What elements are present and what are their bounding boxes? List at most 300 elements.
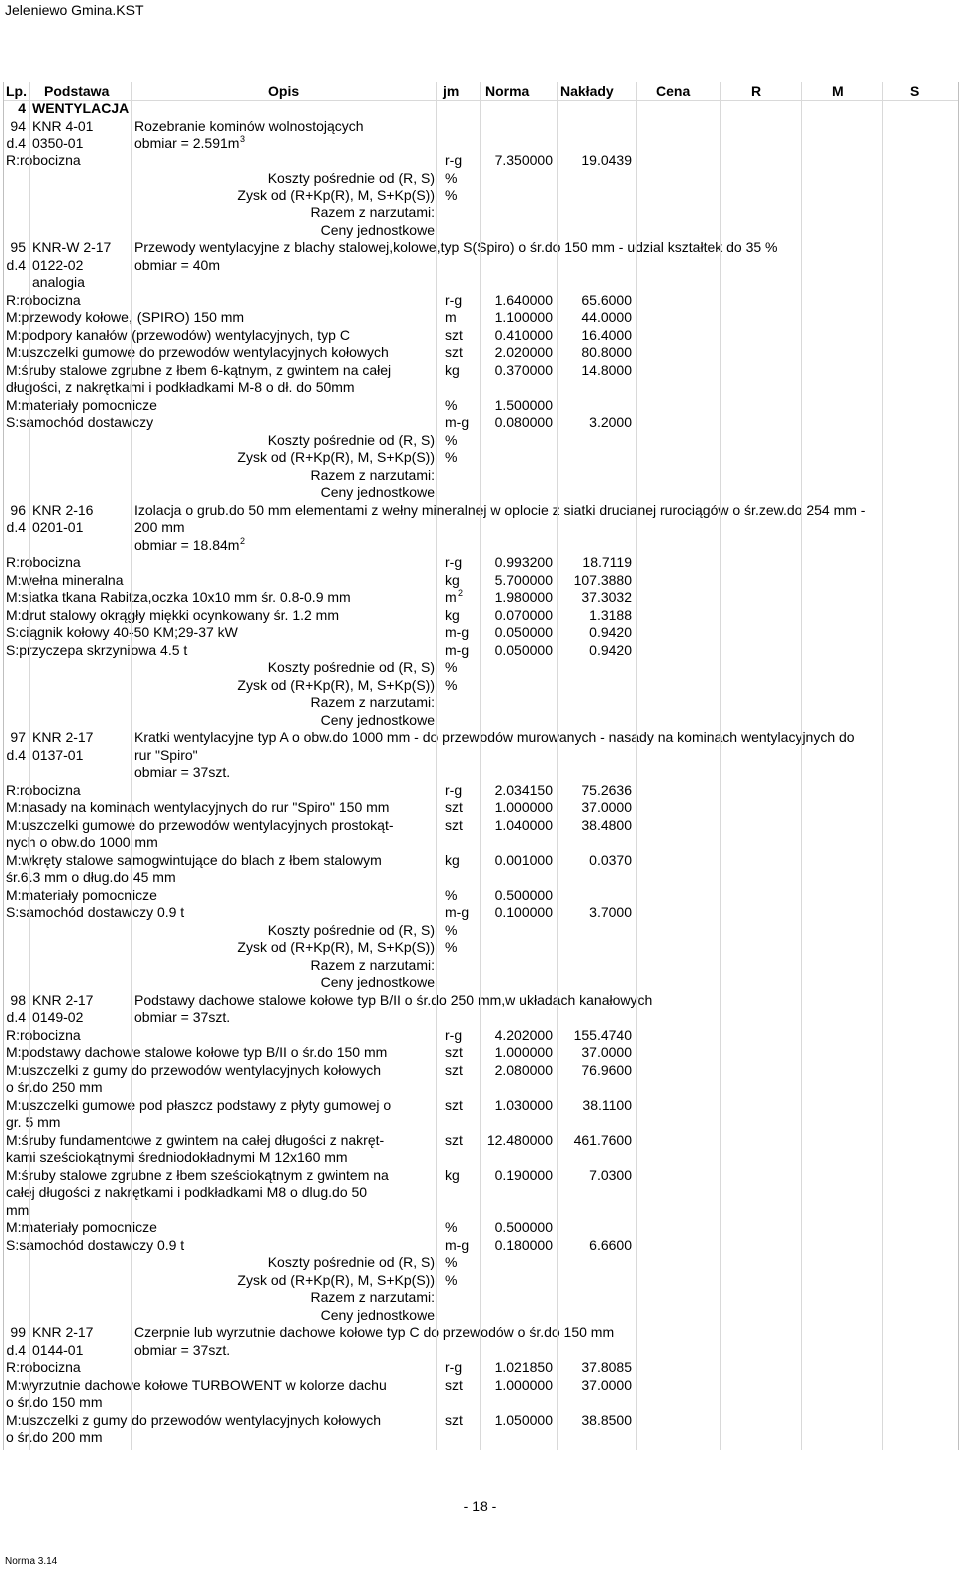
norm-value: 0.993200 [494, 554, 553, 570]
item-description: obmiar = 40m [134, 257, 220, 273]
norm-value: 5.700000 [494, 572, 553, 588]
header-lp: Lp. [6, 83, 27, 99]
overhead-label: Razem z narzutami: [310, 957, 435, 973]
table-row [4, 1044, 958, 1061]
unit-superscript: 2 [458, 588, 464, 598]
table-row [4, 1254, 958, 1271]
table-row [4, 659, 958, 676]
table-row [4, 957, 958, 974]
overhead-label: Koszty pośrednie od (R, S) [267, 1254, 435, 1270]
unit-price: 44.0000 [581, 309, 632, 325]
unit: % [445, 170, 458, 186]
unit: % [445, 887, 458, 903]
resource-name: całej długości z nakrętkami i podkładkami M8 o dlug.do 50 [6, 1184, 368, 1200]
table-row [4, 817, 958, 834]
unit-price: 65.6000 [581, 292, 632, 308]
table-row [4, 1132, 958, 1149]
column-divider [636, 82, 637, 1450]
table-row [4, 1167, 958, 1184]
unit: m-g [445, 624, 470, 640]
resource-name: R:robocizna [6, 782, 81, 798]
resource-name: R:robocizna [6, 292, 81, 308]
norm-value: 0.500000 [494, 1219, 553, 1235]
table-row [4, 1202, 958, 1219]
unit-price: 37.3032 [581, 589, 632, 605]
table-row [4, 1097, 958, 1114]
table-row [4, 362, 958, 379]
column-divider [436, 82, 437, 1450]
item-description: Kratki wentylacyjne typ A o obw.do 1000 mm - do przewodów murowanych - nasady na kominach wentylacyjnych do [134, 729, 855, 745]
resource-name: S:samochód dostawczy 0.9 t [6, 904, 185, 920]
item-number: 95 [10, 239, 26, 255]
table-row [4, 834, 958, 851]
resource-name: R:robocizna [6, 152, 81, 168]
overhead-label: Zysk od (R+Kp(R), M, S+Kp(S)) [237, 449, 435, 465]
unit: r-g [445, 554, 463, 570]
norm-value: 0.370000 [494, 362, 553, 378]
item-description: Rozebranie kominów wolnostojących [134, 118, 364, 134]
table-row [4, 187, 958, 204]
header-opis: Opis [268, 83, 300, 99]
column-divider [557, 82, 558, 1450]
norm-value: 0.080000 [494, 414, 553, 430]
table-row [4, 309, 958, 326]
resource-name: M:podstawy dachowe stalowe kołowe typ B/II o śr.do 150 mm [6, 1044, 388, 1060]
norm-value: 7.350000 [494, 152, 553, 168]
unit: szt [445, 1377, 463, 1393]
resource-name: o śr.do 250 mm [6, 1079, 103, 1095]
item-basis: KNR 2-17 [32, 729, 94, 745]
item-description: Przewody wentylacyjne z blachy stalowej,kolowe,typ S(Spiro) o śr.do 150 mm - udzial kształtek do 35 % [134, 239, 778, 255]
resource-name: M:drut stalowy okrągły miękki ocynkowany śr. 1.2 mm [6, 607, 339, 623]
resource-name: M:śruby stalowe zgrubne z łbem 6-kątnym, z gwintem na całej [6, 362, 392, 378]
overhead-label: Ceny jednostkowe [320, 484, 435, 500]
table-row [4, 992, 958, 1009]
item-basis: KNR 2-17 [32, 1324, 94, 1340]
unit-price: 37.0000 [581, 1377, 632, 1393]
unit-price: 38.4800 [581, 817, 632, 833]
unit-price: 107.3880 [573, 572, 632, 588]
unit: r-g [445, 1359, 463, 1375]
item-number: 97 [10, 729, 26, 745]
table-row [4, 712, 958, 729]
item-basis: 0149-02 [32, 1009, 84, 1025]
table-row [4, 922, 958, 939]
unit-price: 1.3188 [589, 607, 632, 623]
table-row [4, 1027, 958, 1044]
item-number: 96 [10, 502, 26, 518]
table-row [4, 1307, 958, 1324]
item-number: d.4 [6, 1342, 26, 1358]
unit-price: 19.0439 [581, 152, 632, 168]
item-basis: 0122-02 [32, 257, 84, 273]
norm-value: 2.034150 [494, 782, 553, 798]
table-row [4, 624, 958, 641]
item-basis: KNR-W 2-17 [32, 239, 112, 255]
item-basis: 0201-01 [32, 519, 84, 535]
table-row [4, 1062, 958, 1079]
unit: szt [445, 1062, 463, 1078]
table-row [4, 204, 958, 221]
table-row [4, 1377, 958, 1394]
resource-name: M:uszczelki gumowe pod płaszcz podstawy z płyty gumowej o [6, 1097, 392, 1113]
resource-name: M:wkręty stalowe samogwintujące do blach z łbem stalowym [6, 852, 382, 868]
header-jm: jm [443, 83, 460, 99]
unit: r-g [445, 782, 463, 798]
table-row [4, 1149, 958, 1166]
table-row [4, 607, 958, 624]
resource-name: M:podpory kanałów (przewodów) wentylacyjnych, typ C [6, 327, 350, 343]
table-row [4, 589, 958, 606]
item-number: 4 [18, 100, 26, 116]
unit: szt [445, 344, 463, 360]
norm-value: 0.180000 [494, 1237, 553, 1253]
unit: % [445, 677, 458, 693]
row-divider [4, 100, 958, 101]
unit: % [445, 187, 458, 203]
unit: r-g [445, 292, 463, 308]
table-row [4, 1324, 958, 1341]
item-number: d.4 [6, 519, 26, 535]
table-row [4, 222, 958, 239]
unit-price: 76.9600 [581, 1062, 632, 1078]
table-row [4, 869, 958, 886]
resource-name: M:materiały pomocnicze [6, 1219, 157, 1235]
table-row [4, 537, 958, 554]
unit-price: 3.7000 [589, 904, 632, 920]
overhead-label: Koszty pośrednie od (R, S) [267, 659, 435, 675]
norm-value: 2.080000 [494, 1062, 553, 1078]
overhead-label: Koszty pośrednie od (R, S) [267, 922, 435, 938]
resource-name: R:robocizna [6, 554, 81, 570]
unit-price: 0.9420 [589, 642, 632, 658]
table-row [4, 135, 958, 152]
table-row [4, 904, 958, 921]
overhead-label: Razem z narzutami: [310, 694, 435, 710]
item-basis: KNR 2-17 [32, 992, 94, 1008]
table-row [4, 170, 958, 187]
resource-name: o śr.do 200 mm [6, 1429, 103, 1445]
item-description-superscript: 3 [240, 134, 246, 144]
unit: m-g [445, 414, 470, 430]
table-row [4, 747, 958, 764]
table-row [4, 694, 958, 711]
table-row [4, 239, 958, 256]
item-number: d.4 [6, 1009, 26, 1025]
table-row [4, 118, 958, 135]
table-row [4, 1289, 958, 1306]
unit-price: 38.8500 [581, 1412, 632, 1428]
unit: % [445, 939, 458, 955]
table-row [4, 414, 958, 431]
unit: kg [445, 852, 460, 868]
resource-name: gr. 5 mm [6, 1114, 61, 1130]
overhead-label: Ceny jednostkowe [320, 1307, 435, 1323]
overhead-label: Zysk od (R+Kp(R), M, S+Kp(S)) [237, 677, 435, 693]
unit-price: 75.2636 [581, 782, 632, 798]
norm-value: 1.000000 [494, 799, 553, 815]
item-description: obmiar = 37szt. [134, 764, 231, 780]
table-row [4, 274, 958, 291]
overhead-label: Ceny jednostkowe [320, 712, 435, 728]
item-description: obmiar = 37szt. [134, 1009, 231, 1025]
table-row [4, 152, 958, 169]
unit-price: 461.7600 [573, 1132, 632, 1148]
table-header [4, 82, 958, 100]
table-row [4, 100, 958, 117]
item-basis: 0137-01 [32, 747, 84, 763]
table-row [4, 1429, 958, 1446]
unit: % [445, 659, 458, 675]
norm-value: 1.100000 [494, 309, 553, 325]
norm-value: 0.100000 [494, 904, 553, 920]
norm-value: 1.050000 [494, 1412, 553, 1428]
item-basis: WENTYLACJA [32, 100, 130, 116]
item-number: 98 [10, 992, 26, 1008]
table-row [4, 1342, 958, 1359]
table-row [4, 572, 958, 589]
resource-name: nych o obw.do 1000 mm [6, 834, 158, 850]
norm-value: 2.020000 [494, 344, 553, 360]
item-basis: KNR 4-01 [32, 118, 94, 134]
table-row [4, 344, 958, 361]
unit: % [445, 449, 458, 465]
table-row [4, 1079, 958, 1096]
unit-price: 14.8000 [581, 362, 632, 378]
item-basis: analogia [32, 274, 85, 290]
norm-value: 0.190000 [494, 1167, 553, 1183]
unit: szt [445, 327, 463, 343]
overhead-label: Razem z narzutami: [310, 467, 435, 483]
item-description: 200 mm [134, 519, 185, 535]
resource-name: M:nasady na kominach wentylacyjnych do rur "Spiro" 150 mm [6, 799, 390, 815]
table-row [4, 1412, 958, 1429]
norm-value: 0.001000 [494, 852, 553, 868]
unit-price: 155.4740 [573, 1027, 632, 1043]
item-number: d.4 [6, 135, 26, 151]
resource-name: M:uszczelki z gumy do przewodów wentylacyjnych kołowych [6, 1062, 382, 1078]
item-description: rur "Spiro" [134, 747, 198, 763]
overhead-label: Ceny jednostkowe [320, 222, 435, 238]
unit: r-g [445, 152, 463, 168]
item-basis: 0144-01 [32, 1342, 84, 1358]
resource-name: M:przewody kołowe, (SPIRO) 150 mm [6, 309, 245, 325]
resource-name: kami sześciokątnymi średniodokładnymi M 12x160 mm [6, 1149, 348, 1165]
unit: % [445, 397, 458, 413]
table-row [4, 397, 958, 414]
norm-value: 1.000000 [494, 1377, 553, 1393]
unit: szt [445, 1097, 463, 1113]
resource-name: M:uszczelki gumowe do przewodów wentylacyjnych prostokąt- [6, 817, 394, 833]
header-m: M [832, 83, 844, 99]
header-podstawa: Podstawa [44, 83, 110, 99]
resource-name: S:ciągnik kołowy 40-50 KM;29-37 kW [6, 624, 238, 640]
table-row [4, 799, 958, 816]
header-s: S [910, 83, 920, 99]
norm-value: 1.040000 [494, 817, 553, 833]
resource-name: M:wełna mineralna [6, 572, 124, 588]
item-description: Podstawy dachowe stalowe kołowe typ B/II o śr.do 250 mm,w układach kanałowych [134, 992, 653, 1008]
item-description-superscript: 2 [240, 536, 246, 546]
table-row [4, 974, 958, 991]
footer-norma-version: Norma 3.14 [5, 1556, 58, 1567]
overhead-label: Ceny jednostkowe [320, 974, 435, 990]
unit-price: 18.7119 [582, 554, 632, 570]
header-r: R [751, 83, 762, 99]
unit-price: 37.8085 [581, 1359, 632, 1375]
unit-price: 0.9420 [589, 624, 632, 640]
table-row [4, 729, 958, 746]
unit: % [445, 1272, 458, 1288]
table-row [4, 782, 958, 799]
table-row [4, 852, 958, 869]
unit: m-g [445, 1237, 470, 1253]
page-number: - 18 - [463, 1498, 497, 1514]
table-row [4, 1009, 958, 1026]
table-row [4, 502, 958, 519]
item-description: Izolacja o grub.do 50 mm elementami z wełny mineralnej w oplocie z siatki drucianej rurociągów o śr.zew.do 254 mm - [134, 502, 866, 518]
resource-name: M:śruby fundamentowe z gwintem na całej długości z nakręt- [6, 1132, 385, 1148]
table-row [4, 519, 958, 536]
unit-price: 0.0370 [589, 852, 632, 868]
overhead-label: Zysk od (R+Kp(R), M, S+Kp(S)) [237, 187, 435, 203]
resource-name: M:uszczelki z gumy do przewodów wentylacyjnych kołowych [6, 1412, 382, 1428]
resource-name: M:materiały pomocnicze [6, 887, 157, 903]
unit: % [445, 432, 458, 448]
table-row [4, 677, 958, 694]
norm-value: 1.021850 [494, 1359, 553, 1375]
unit: szt [445, 1132, 463, 1148]
column-divider [882, 82, 883, 1450]
unit-price: 37.0000 [581, 1044, 632, 1060]
unit: szt [445, 817, 463, 833]
table-row [4, 887, 958, 904]
norm-value: 1.000000 [494, 1044, 553, 1060]
table-row [4, 1237, 958, 1254]
resource-name: M:śruby stalowe zgrubne z łbem sześciokątnym z gwintem na [6, 1167, 389, 1183]
unit: kg [445, 572, 460, 588]
column-divider [720, 82, 721, 1450]
norm-value: 0.050000 [494, 642, 553, 658]
unit: szt [445, 799, 463, 815]
column-divider [480, 82, 481, 1450]
resource-name: R:robocizna [6, 1359, 81, 1375]
table-row [4, 292, 958, 309]
table-row [4, 764, 958, 781]
unit-price: 80.8000 [581, 344, 632, 360]
table-row [4, 1219, 958, 1236]
table-row [4, 1359, 958, 1376]
resource-name: długości, z nakrętkami i podkładkami M-8 o dł. do 50mm [6, 379, 355, 395]
unit-price: 7.0300 [589, 1167, 632, 1183]
item-description: Czerpnie lub wyrzutnie dachowe kołowe typ C do przewodów o śr.do 150 mm [134, 1324, 615, 1340]
resource-name: mm [6, 1202, 30, 1218]
table-row [4, 1184, 958, 1201]
norm-value: 0.500000 [494, 887, 553, 903]
item-number: 94 [10, 118, 26, 134]
column-divider [29, 82, 30, 1450]
item-number: 99 [10, 1324, 26, 1340]
unit-price: 6.6600 [589, 1237, 632, 1253]
table-row [4, 554, 958, 571]
table-row [4, 1114, 958, 1131]
item-number: d.4 [6, 747, 26, 763]
table-row [4, 432, 958, 449]
norm-value: 1.030000 [494, 1097, 553, 1113]
norm-value: 12.480000 [486, 1132, 553, 1148]
norm-value: 4.202000 [494, 1027, 553, 1043]
resource-name: M:wyrzutnie dachowe kołowe TURBOWENT w kolorze dachu [6, 1377, 387, 1393]
item-basis: KNR 2-16 [32, 502, 94, 518]
table-row [4, 1394, 958, 1411]
unit-price: 16.4000 [581, 327, 632, 343]
unit-price: 3.2000 [589, 414, 632, 430]
estimate-table [3, 82, 959, 1450]
unit: m [445, 309, 457, 325]
unit-price: 37.0000 [581, 799, 632, 815]
unit: kg [445, 1167, 460, 1183]
item-description: obmiar = 2.591m [134, 135, 240, 151]
document-title: Jeleniewo Gmina.KST [5, 2, 144, 18]
table-row [4, 379, 958, 396]
resource-name: śr.6.3 mm o dług.do 45 mm [6, 869, 176, 885]
column-divider [131, 82, 132, 1450]
table-row [4, 467, 958, 484]
overhead-label: Koszty pośrednie od (R, S) [267, 432, 435, 448]
resource-name: o śr.do 150 mm [6, 1394, 103, 1410]
header-cena: Cena [656, 83, 691, 99]
unit: szt [445, 1412, 463, 1428]
table-row [4, 1272, 958, 1289]
table-row [4, 449, 958, 466]
norm-value: 0.070000 [494, 607, 553, 623]
table-row [4, 484, 958, 501]
norm-value: 0.050000 [494, 624, 553, 640]
overhead-label: Razem z narzutami: [310, 204, 435, 220]
item-basis: 0350-01 [32, 135, 84, 151]
item-number: d.4 [6, 257, 26, 273]
table-row [4, 939, 958, 956]
unit: r-g [445, 1027, 463, 1043]
unit: % [445, 922, 458, 938]
overhead-label: Razem z narzutami: [310, 1289, 435, 1305]
resource-name: M:uszczelki gumowe do przewodów wentylacyjnych kołowych [6, 344, 389, 360]
header-norma: Norma [485, 83, 530, 99]
norm-value: 1.500000 [494, 397, 553, 413]
unit-price: 38.1100 [582, 1097, 632, 1113]
unit: m [445, 589, 457, 605]
unit: kg [445, 607, 460, 623]
header-naklady: Nakłady [560, 83, 614, 99]
unit: kg [445, 362, 460, 378]
overhead-label: Zysk od (R+Kp(R), M, S+Kp(S)) [237, 1272, 435, 1288]
overhead-label: Koszty pośrednie od (R, S) [267, 170, 435, 186]
resource-name: S:samochód dostawczy [6, 414, 154, 430]
resource-name: M:materiały pomocnicze [6, 397, 157, 413]
resource-name: R:robocizna [6, 1027, 81, 1043]
unit: szt [445, 1044, 463, 1060]
resource-name: S:samochód dostawczy 0.9 t [6, 1237, 185, 1253]
item-description: obmiar = 18.84m [134, 537, 240, 553]
norm-value: 1.980000 [494, 589, 553, 605]
overhead-label: Zysk od (R+Kp(R), M, S+Kp(S)) [237, 939, 435, 955]
norm-value: 0.410000 [494, 327, 553, 343]
resource-name: S:przyczepa skrzyniowa 4.5 t [6, 642, 188, 658]
unit: % [445, 1254, 458, 1270]
table-row [4, 642, 958, 659]
norm-value: 1.640000 [494, 292, 553, 308]
item-description: obmiar = 37szt. [134, 1342, 231, 1358]
